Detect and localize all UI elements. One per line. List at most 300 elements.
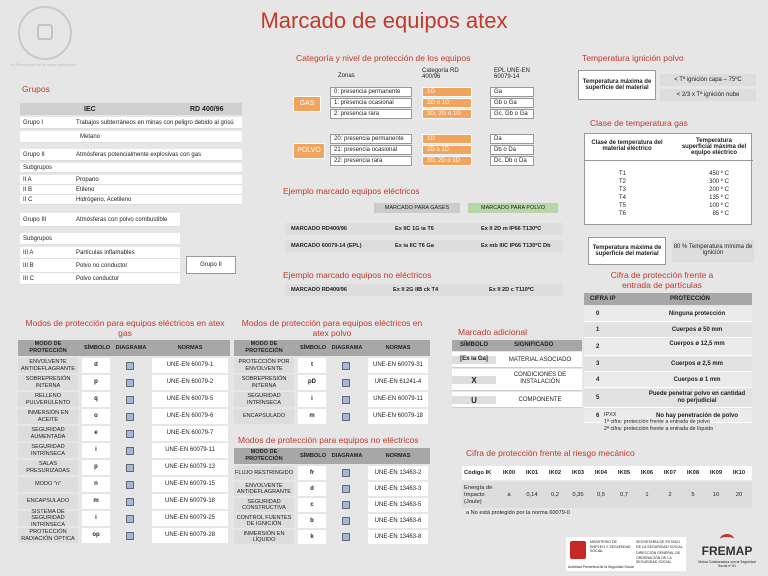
modos-mode: SEGURIDAD INTRÍNSECA [234,392,294,407]
cifra-mec-code: IK01 [525,470,539,476]
modos-row [234,514,430,530]
marcado-adic-symbol: X [452,376,496,384]
modos-norma: UNE-EN 60079-11 [368,392,428,407]
modos-diagram-icon [126,515,134,523]
cat-zona: 21: presencia ocasional [330,145,412,155]
ejemplo-no-gas: Ex II 2G IIB ck T4 [393,287,439,293]
modos-symbol: m [82,494,110,509]
modos-header [234,340,430,356]
grupos-row [20,273,180,285]
modos-norma: UNE-EN 13463-6 [368,514,428,528]
modos-mode: SEGURIDAD INTRÍNSECA [18,443,78,458]
clase-temp-value: 300 º C [709,179,729,185]
grupos-row [20,163,242,173]
modos-row [234,466,430,482]
grupos-heading: Grupos [22,84,50,94]
cifra-mec-note: a No está protegido por la norma 60079-0 [466,510,570,516]
cat-categoria: 1G [422,87,472,97]
marcado-adic-h2: SIGNIFICADO [514,342,554,348]
grupos-row [20,233,180,245]
cat-zona: 1: presencia ocasional [330,98,412,108]
modos-mode: FLUJO RESTRINGIDO [234,466,294,480]
clase-temp-h2: Temperatura superficial máxima del equipo eléctrico [681,138,747,156]
modos-header-cell: SÍMBOLO [299,453,327,459]
modos-header-cell: NORMAS [385,453,411,459]
modos-symbol: o [82,409,110,424]
cifra-part-row [584,307,752,322]
grupos-row [20,247,180,259]
cifra-part-row [584,357,752,372]
modos-mode: ENVOLVENTE ANTIDEFLAGRANTE [234,482,294,496]
clase-temp-value: 135 º C [709,195,729,201]
modos-polvo-heading: Modos de protección para equipos eléctricos en atex polvo [241,318,423,338]
grupos-row-desc: Trabajos subterráneos en minas con peligro debido al grisú [76,119,234,126]
cifra-mec-value: 5 [691,492,695,498]
clase-temp-heading: Clase de temperatura gas [590,118,688,128]
cat-epl: Db o Da [490,145,534,155]
cifra-part-note1: IPXX [604,412,617,418]
cat-epl: Ga [490,87,534,97]
modos-row [234,498,430,514]
modos-mode: ENVOLVENTE ANTIDEFLAGRANTE [18,358,78,373]
cifra-mec-code: IK00 [502,470,516,476]
modos-diagram-icon [342,379,350,387]
marcado-adic-h1: SÍMBOLO [460,342,488,348]
grupos-table [20,103,242,115]
cat-zona: 20: presencia permanente [330,134,412,144]
grupo-ii-label: Grupo II [200,262,222,268]
modos-row [18,443,230,460]
modos-diagram-icon [126,430,134,438]
cifra-mec-value: 1 [645,492,649,498]
modos-symbol: b [298,514,326,528]
ejemplo-elec-key: MARCADO 60079-14 (EPL) [291,243,362,249]
ejemplo-elec-polvo: Ex II 2D m IP66 T130ºC [481,226,542,232]
modos-diagram-icon [126,532,134,540]
modos-header-cell: DIAGRAMA [331,345,363,351]
cifra-mec-value: 2 [668,492,672,498]
cifra-mec-value: 0,5 [596,492,606,498]
clase-temp-value: 200 º C [709,187,729,193]
marcado-adic-symbol: U [452,396,496,404]
cifra-mec-value: 0,14 [526,492,538,498]
cifra-part-row [584,323,752,338]
modos-norma: UNE-EN 13463-3 [368,482,428,496]
fremap-name: FREMAP [701,544,753,558]
cifra-part-note3: 2ª cifra: protección frente a entrada de líquido [604,426,713,432]
modos-row [18,375,230,392]
cifra-part-code: 5 [596,395,600,401]
modos-diagram-icon [126,498,134,506]
cifra-part-prot: Cuerpos ø 2,5 mm [670,361,723,367]
grupos-row-desc: Metano [80,133,101,140]
modos-diagram-icon [342,413,350,421]
grupos-row-desc: Atmósferas potencialmente explosivas con gas [76,151,202,158]
ejemplo-elec-key: MARCADO RD400/96 [291,226,347,232]
modos-mode: PROTECCIÓN RADIACIÓN ÓPTICA [18,528,78,543]
cifra-part-row [584,373,752,388]
cifra-part-heading: Cifra de protección frente a entrada de partículas [610,270,714,290]
modos-header-cell: NORMAS [385,345,411,351]
modos-symbol: i [82,443,110,458]
gas-label: GAS [293,96,321,112]
modos-mode: SALAS PRESURIZADAS [18,460,78,475]
modos-norma: UNE-EN 60079-6 [152,409,228,424]
footer-logos [566,537,686,571]
modos-norma: UNE-EN 60079-25 [152,511,228,526]
modos-norma: UNE-EN 60079-28 [152,528,228,543]
cifra-mec-value: 0,35 [572,492,584,498]
modos-diagram-icon [342,533,350,541]
cifra-mec-code: IK07 [663,470,677,476]
grupos-row-desc: Partículas inflamables [76,249,135,256]
cifra-part-prot: Cuerpos ø 1 mm [673,377,721,383]
grupos-row-desc: Propano [76,176,99,183]
ejemplo-elec-gas: Ex ia IIC T6 Ga [395,243,434,249]
cat-header-categoria: Categoría RD 400/96 [422,68,459,80]
temperatura-r1: < Tª ignición capa – 75ºC [660,74,756,86]
modos-diagram-icon [126,379,134,387]
modos-mode: INMERSIÓN EN ACEITE [18,409,78,424]
modos-header-cell: DIAGRAMA [115,345,147,351]
cifra-part-row [584,389,752,408]
cifra-part-h2: PROTECCIÓN [670,296,711,302]
modos-diagram-icon [126,481,134,489]
grupos-row-group: Subgrupos [23,235,53,242]
modos-norma: UNE-EN 60079-2 [152,375,228,390]
actividad-label: Actividad Preventiva de la Seguridad Social [568,565,634,569]
modos-norma: UNE-EN 60079-15 [152,477,228,492]
cifra-part-prot: Puede penetrar polvo en cantidad no perjudicial [648,391,746,404]
modos-header-cell: MODO DE PROTECCIÓN [245,449,283,462]
clase-temp-class: T6 [619,211,627,217]
modos-mode: MODO "n" [18,477,78,492]
modos-row [234,409,430,426]
grupos-col-rd: RD 400/96 [190,105,224,113]
modos-diagram-icon [342,396,350,404]
clase-temp-value: 450 º C [709,171,729,177]
modos-header-cell: SÍMBOLO [299,345,327,351]
marcado-adic-meaning: COMPONENTE [518,396,562,403]
modos-norma: UNE-EN 60079-13 [152,460,228,475]
modos-diagram-icon [342,362,350,370]
modos-norma: UNE-EN 60079-7 [152,426,228,441]
grupos-row-group: III A [23,249,34,256]
cifra-mec-row [462,482,752,508]
modos-mode: SOBREPRESIÓN INTERNA [18,375,78,390]
modos-symbol: m [298,409,326,424]
modos-mode: RELLENO PULVERULENTO [18,392,78,407]
modos-symbol: i [82,511,110,526]
ejemplo-no-key: MARCADO RD400/96 [291,287,347,293]
modos-symbol: fr [298,466,326,480]
modos-mode: ENCAPSULADO [234,409,294,424]
polvo-label: POLVO [293,143,325,159]
cifra-part-row [584,339,752,356]
cifra-mec-label: Energía de Impacto (Joule) [464,485,493,505]
marcado-adic-row [452,352,582,368]
cat-epl: Gc, Gb o Ga [490,109,534,119]
cifra-mec-value: 20 [735,492,743,498]
cifra-mec-value: 0,7 [619,492,629,498]
modos-symbol: c [298,498,326,512]
clase-temp-box [588,237,666,265]
grupos-row [20,117,242,129]
modos-mode: SISTEMA DE SEGURIDAD INTRÍNSECA [18,511,78,526]
modos-symbol: k [298,530,326,544]
modos-norma: UNE-EN 60079-5 [152,392,228,407]
clase-temp-classes [619,170,639,218]
grupos-row [20,213,180,227]
cifra-part-h1: CIFRA IP [590,296,616,302]
cifra-mec-code: IK08 [686,470,700,476]
modos-row [18,528,230,545]
clase-temp-class: T4 [619,195,627,201]
temperatura-heading: Temperatura ignición polvo [582,53,684,63]
modos-row [18,409,230,426]
cat-categoria: 1D [422,134,472,144]
grupos-row-desc: Polvo conductor [76,275,120,282]
cifra-mec-value: a [507,492,511,498]
ejemplo-elec-h-gases: MARCADO PARA GASES [374,203,460,213]
clase-temp-class: T1 [619,171,627,177]
cat-zona: 22: presencia rara [330,156,412,166]
grupo-ii-box [186,256,236,274]
marcado-adic-heading: Marcado adicional [458,327,527,337]
marcado-adic-meaning: CONDICIONES DE INSTALACIÓN [513,372,567,385]
cat-categoria: 2G o 1G [422,98,472,108]
cifra-mec-value: 10 [712,492,720,498]
modos-header-cell: SÍMBOLO [83,345,111,351]
modos-no-heading: Modos de protección para equipos no eléctricos [238,435,419,445]
modos-symbol: q [82,392,110,407]
cifra-mec-value: 0,2 [550,492,560,498]
cifra-part-prot: No hay penetración de polvo [655,412,738,419]
modos-norma: UNE-EN 60079-1 [152,358,228,373]
cat-categoria: 3D, 2D o 1D [422,156,472,166]
grupos-row-desc: Atmósferas con polvo combustible [76,216,168,223]
cifra-mec-code: IK03 [571,470,585,476]
ejemplo-no-row [285,284,563,296]
modos-row [18,392,230,409]
modos-row [234,375,430,392]
modos-symbol: pD [298,375,326,390]
fremap-logo [692,534,762,570]
clase-temp-value: 100 º C [709,203,729,209]
grupos-row [20,259,180,273]
cat-header-epl: EPL UNE-EN 60079-14 [494,68,530,80]
grupos-row-group: Subgrupos [23,164,53,171]
fremap-sub: Mutua Colaboradora con la Seguridad Social nº 61 [698,560,756,568]
modos-symbol: i [298,392,326,407]
cifra-part-code: 6 [596,412,600,419]
cat-epl: Gb o Ga [490,98,534,108]
modos-row [18,358,230,375]
cifra-part-code: 4 [596,377,600,383]
ejemplo-elec-row [285,240,563,252]
cifra-mec-h0: Código IK [464,470,492,476]
cat-categoria: 2D o 1D [422,145,472,155]
cifra-part-prot: Cuerpos ø 12,5 mm [669,341,725,347]
modos-row [234,392,430,409]
ministerio-label: MINISTERIO DE EMPLEO Y SEGURIDAD SOCIAL [590,540,631,553]
grupos-row-group: Grupo III [23,216,47,223]
cat-categoria: 3G, 2G o 1G [422,109,472,119]
modos-header-cell: NORMAS [177,345,203,351]
grupos-row-group: II A [23,176,32,183]
cat-header-zonas: Zonas [338,73,355,79]
marcado-adic-row [452,392,582,408]
modos-norma: UNE-EN 13463-5 [368,498,428,512]
cifra-part-notes [604,412,713,433]
grupos-row-group: Grupo II [23,151,45,158]
grupos-row [20,175,242,185]
modos-row [18,460,230,477]
modos-row [234,358,430,375]
grupos-row [20,195,242,205]
ejemplo-no-polvo: Ex II 2D c T110ºC [489,287,534,293]
cifra-part-prot: Ninguna protección [668,311,726,317]
modos-diagram-icon [342,485,350,493]
grupos-row-group: II B [23,186,33,193]
modos-symbol: t [298,358,326,373]
modos-symbol: op [82,528,110,543]
grupos-row-desc: Polvo no conductor [76,262,128,269]
cifra-part-code: 2 [596,344,600,350]
modos-norma: UNE-EN 13463-2 [368,466,428,480]
modos-mode: SOBREPRESIÓN INTERNA [234,375,294,390]
modos-symbol: d [82,358,110,373]
clase-temp-class: T3 [619,187,627,193]
modos-norma: UNE-EN 60079-18 [152,494,228,509]
clase-temp-box-text: Temperatura máxima de superficie del material [592,245,662,257]
spain-shield-icon [570,541,586,559]
modos-header [234,448,430,464]
modos-header-cell: MODO DE PROTECCIÓN [245,341,283,354]
page-title: Marcado de equipos atex [260,8,508,33]
modos-header-cell: DIAGRAMA [331,453,363,459]
cifra-mec-code: IK06 [640,470,654,476]
marcado-adic-header [452,340,582,351]
modos-symbol: e [82,426,110,441]
cifra-part-code: 3 [596,361,600,367]
temperatura-box-text: Temperatura máxima de superficie del material [582,79,652,91]
modos-row [18,508,230,528]
ejemplo-elec-h-polvo: MARCADO PARA POLVO [468,203,558,213]
clase-temp-note: 80 % Temperatura mínima de ignición [672,240,754,262]
marcado-adic-symbol: [Ex ia Ga] [452,356,496,364]
cifra-part-code: 1 [596,327,600,333]
ejemplo-no-heading: Ejemplo marcado equipos no eléctricos [283,270,432,280]
modos-header [18,340,230,356]
grupos-row-group: III C [23,275,35,282]
cat-zona: 0: presencia permanente [330,87,412,97]
modos-mode: INMERSIÓN EN LÍQUIDO [234,530,294,544]
clase-temp-class: T2 [619,179,627,185]
modos-norma: UNE-EN 13463-8 [368,530,428,544]
modos-row [234,530,430,546]
direccion-label: DIRECCIÓN GENERAL DE ORDENACIÓN DE LA SEGURIDAD SOCIAL [636,551,681,564]
ejemplo-elec-heading: Ejemplo marcado equipos eléctricos [283,186,420,196]
modos-diagram-icon [126,396,134,404]
modos-diagram-icon [126,447,134,455]
modos-diagram-icon [126,413,134,421]
modos-mode: SEGURIDAD CONSTRUCTIVA [234,498,294,512]
cat-epl: Dc, Db o Da [490,156,534,166]
grupos-row [20,149,242,161]
modos-gas-heading: Modos de protección para equipos eléctricos en atex gas [25,318,225,338]
modos-header-cell: MODO DE PROTECCIÓN [29,341,67,354]
clase-temp-values [693,170,729,218]
cifra-part-prot: Cuerpos ø 50 mm [671,327,723,333]
grupos-row [20,185,242,195]
cifra-mec-header [462,466,752,480]
grupos-row-group: II C [23,196,33,203]
clase-temp-value: 85 º C [712,211,729,217]
cifra-mec-code: IK10 [732,470,746,476]
fremap-mark-icon [720,534,734,544]
categoria-heading: Categoría y nivel de protección de los equipos [296,53,471,63]
grupos-col-iec: IEC [84,105,96,113]
modos-diagram-icon [342,517,350,525]
grupos-row-group: III B [23,262,34,269]
modos-diagram-icon [126,362,134,370]
grupos-row-group: Grupo I [23,119,44,126]
modos-diagram-icon [126,464,134,472]
cifra-mec-code: IK09 [709,470,723,476]
modos-norma: UNE-EN 60079-31 [368,358,428,373]
secretaria-label: SECRETARÍA DE ESTADO DE LA SEGURIDAD SOCIAL [636,540,683,549]
modos-mode: SEGURIDAD AUMENTADA [18,426,78,441]
modos-mode: CONTROL FUENTES DE IGNICIÓN [234,514,294,528]
modos-norma: UNE-EN 60079-11 [152,443,228,458]
cifra-mec-code: IK02 [548,470,562,476]
cat-zona: 2: presencia rara [330,109,412,119]
grupos-row-desc: Hidrógeno, Acetileno [76,196,132,203]
watermark-text: La Prevención es la mejor protección [10,62,76,67]
cat-epl: Da [490,134,534,144]
modos-symbol: p [82,460,110,475]
cifra-part-code: 0 [596,311,600,317]
grupos-row [20,131,242,143]
modos-mode: PROTECCIÓN POR ENVOLVENTE [234,358,294,373]
ejemplo-elec-gas: Ex IIC 1G ia T6 [395,226,434,232]
ejemplo-elec-row [285,223,563,235]
modos-norma: UNE-EN 61241-4 [368,375,428,390]
modos-row [234,482,430,498]
cifra-mec-code: IK05 [617,470,631,476]
modos-row [18,477,230,494]
clase-temp-h1: Clase de temperatura del material eléctrico [591,140,663,152]
cifra-part-note2: 1ª cifra: protección frente a entrada de polvo [604,419,710,425]
modos-symbol: n [82,477,110,492]
modos-row [18,426,230,443]
temperatura-box [578,70,656,100]
temperatura-r2: < 2/3 x Tª ignición nube [660,89,756,101]
marcado-adic-row [452,369,582,391]
grupos-row-desc: Etileno [76,186,95,193]
ejemplo-elec-polvo: Ex mb IIIC IP66 T130ºC Db [481,243,551,249]
modos-norma: UNE-EN 60079-18 [368,409,428,424]
cifra-mec-heading: Cifra de protección frente al riesgo mecánico [466,448,635,458]
modos-mode: ENCAPSULADO [18,494,78,509]
clase-temp-table [584,133,752,225]
cifra-mec-code: IK04 [594,470,608,476]
cifra-part-header [584,293,752,305]
marcado-adic-meaning: MATERIAL ASOCIADO [508,356,572,363]
modos-symbol: d [298,482,326,496]
clase-temp-class: T5 [619,203,627,209]
